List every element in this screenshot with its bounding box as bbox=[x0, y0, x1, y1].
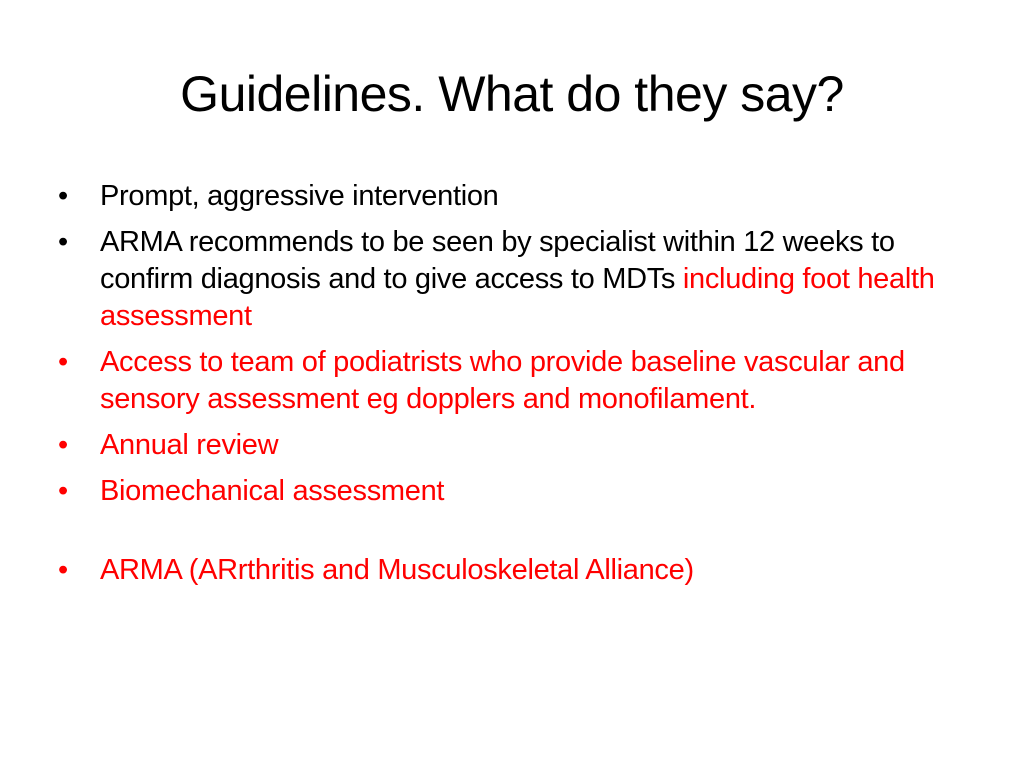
list-item bbox=[58, 427, 968, 464]
bullet-icon: • bbox=[58, 346, 68, 378]
list-item-text: Annual review bbox=[100, 429, 279, 461]
list-item bbox=[58, 552, 968, 589]
bullet-icon: • bbox=[58, 180, 68, 212]
list-item bbox=[58, 473, 968, 510]
list-item bbox=[58, 344, 968, 418]
list-item bbox=[58, 224, 968, 335]
list-item-text: Biomechanical assessment bbox=[100, 475, 445, 507]
list-item-text: ARMA recommends to be seen by specialist within 12 weeks to confirm diagnosis and to give access to MDTs bbox=[100, 226, 895, 295]
bullet-icon: • bbox=[58, 226, 68, 258]
list-item-text: Access to team of podiatrists who provide baseline vascular and sensory assessment eg dopplers and monofilament. bbox=[100, 346, 905, 415]
bullet-icon: • bbox=[58, 429, 68, 461]
bullet-icon: • bbox=[58, 554, 68, 586]
list-item-emphasis: including foot health assessment bbox=[100, 263, 935, 332]
list-item bbox=[58, 178, 968, 215]
list-item-text: Prompt, aggressive intervention bbox=[100, 180, 499, 212]
slide-title: Guidelines. What do they say? bbox=[180, 66, 844, 122]
bullet-icon: • bbox=[58, 475, 68, 507]
bullet-list bbox=[58, 178, 968, 598]
list-item-text: ARMA (ARrthritis and Musculoskeletal Alliance) bbox=[100, 554, 694, 586]
